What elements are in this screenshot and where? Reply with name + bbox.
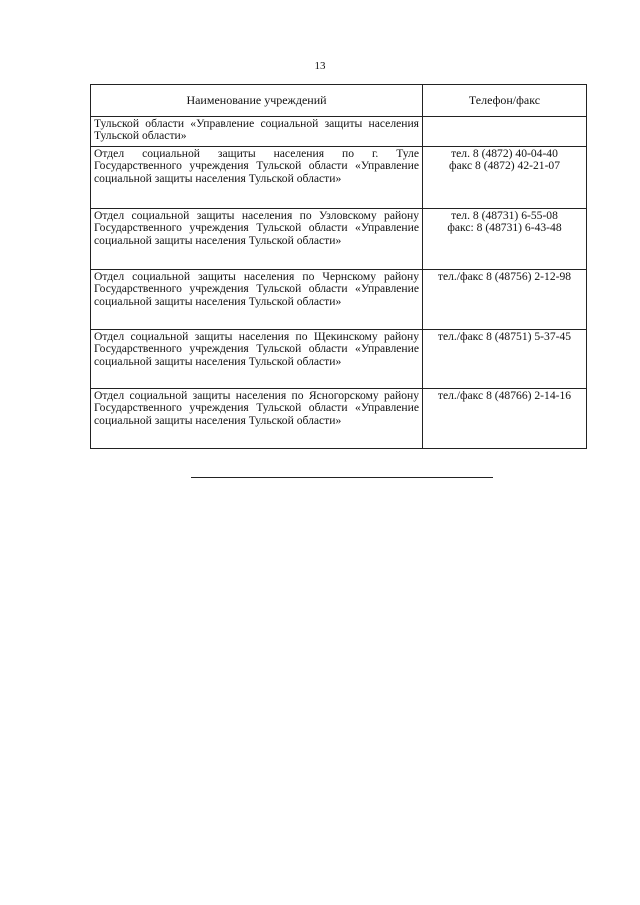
institutions-table (90, 84, 587, 449)
phone-fax-number: тел./факс 8 (48751) 5-37-45 (437, 330, 572, 343)
institution-name: Отдел социальной защиты населения по Чернскому району Государственного учреждения Тульской области «Управление социальной защиты населения Тульской области» (91, 270, 423, 330)
institution-phone (423, 389, 587, 449)
column-header-name: Наименование учреждений (91, 85, 423, 117)
institution-name: Отдел социальной защиты населения по г. Туле Государственного учреждения Тульской области «Управление социальной защиты населения Тульской области» (91, 147, 423, 209)
table-row (91, 117, 587, 147)
table-header-row (91, 85, 587, 117)
institution-name: Тульской области «Управление социальной защиты населения Тульской области» (91, 117, 423, 147)
table-row (91, 389, 587, 449)
institution-name: Отдел социальной защиты населения по Щекинскому району Государственного учреждения Тульской области «Управление социальной защиты населения Тульской области» (91, 330, 423, 389)
institution-phone (423, 147, 587, 209)
table-row (91, 270, 587, 330)
phone-fax-number: тел./факс 8 (48766) 2-14-16 (437, 389, 572, 402)
phone-fax-number: тел./факс 8 (48756) 2-12-98 (437, 270, 572, 283)
institution-phone (423, 117, 587, 147)
fax-number: факс 8 (4872) 42-21-07 (448, 159, 561, 173)
institution-name: Отдел социальной защиты населения по Ясногорскому району Государственного учреждения Тульской области «Управление социальной защиты населения Тульской области» (91, 389, 423, 449)
institution-phone (423, 270, 587, 330)
phone-number: тел. 8 (4872) 40-04-40 (451, 147, 558, 160)
institution-name: Отдел социальной защиты населения по Узловскому району Государственного учреждения Тульской области «Управление социальной защиты населения Тульской области» (91, 209, 423, 270)
page-number: 13 (314, 60, 326, 72)
phone-number: тел. 8 (48731) 6-55-08 (451, 209, 558, 222)
institution-phone (423, 209, 587, 270)
column-header-phone: Телефон/факс (423, 85, 587, 117)
end-of-document-rule (191, 477, 493, 478)
institution-phone (423, 330, 587, 389)
fax-number: факс: 8 (48731) 6-43-48 (447, 221, 562, 235)
table-row (91, 330, 587, 389)
table-row (91, 147, 587, 209)
table-row (91, 209, 587, 270)
